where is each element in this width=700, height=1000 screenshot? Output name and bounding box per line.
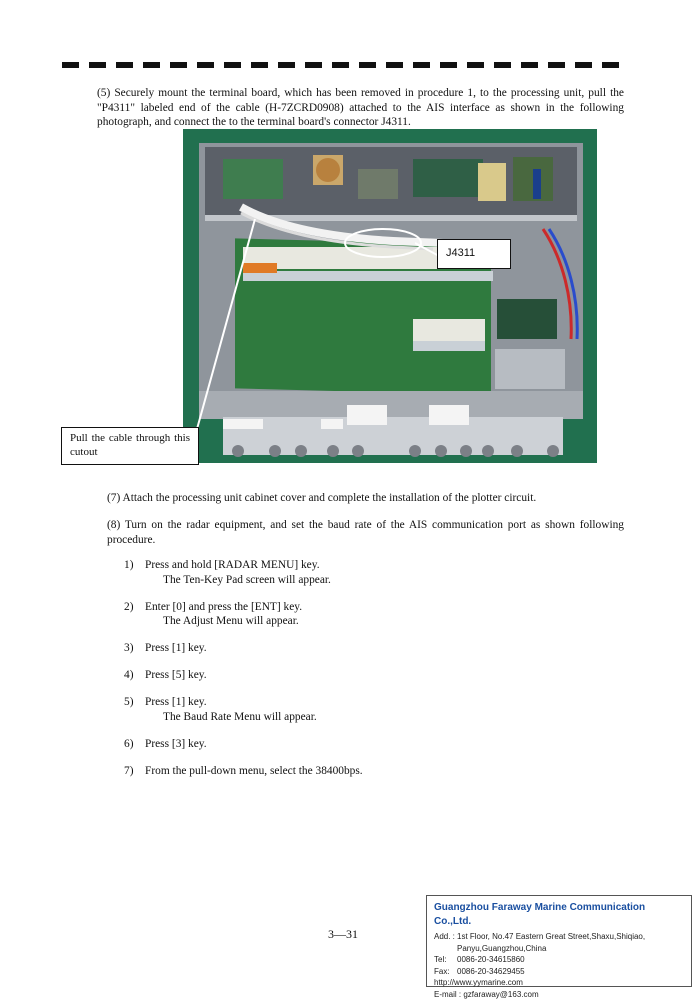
fax-row — [434, 966, 684, 978]
procedure-step — [124, 764, 604, 779]
procedure-step — [124, 600, 604, 629]
step-number: 3) — [124, 641, 134, 656]
address-line-2: Panyu,Guangzhou,China — [434, 943, 684, 955]
website-link[interactable]: http://www.yymarine.com — [434, 977, 684, 989]
company-name: Guangzhou Faraway Marine Communication Co.,Ltd. — [434, 901, 684, 929]
tel-row — [434, 954, 684, 966]
step-5-paragraph: (5) Securely mount the terminal board, which has been removed in procedure 1, to the processing unit, pull the "P4311" labeled end of the cable (H-7ZCRD0908) attached to the AIS interface as shown in the following photograph, and connect the to the terminal board's connector J4311. — [97, 86, 624, 130]
step-text: Press [3] key. — [145, 738, 207, 750]
cutout-callout: Pull the cable through this cutout — [61, 427, 199, 465]
step-result: The Baud Rate Menu will appear. — [145, 710, 604, 725]
connector-callout: J4311 — [437, 239, 511, 269]
step-number: 7) — [124, 764, 134, 779]
photo-illustration — [183, 129, 597, 463]
page-number: 3—31 — [328, 927, 358, 942]
fax-label: Fax: — [434, 966, 457, 978]
step-number: 1) — [124, 558, 134, 573]
step-text: Press and hold [RADAR MENU] key. — [145, 559, 320, 571]
step-8-paragraph: (8) Turn on the radar equipment, and set the baud rate of the AIS communication port as shown following procedure. — [107, 518, 624, 547]
email-link[interactable]: E-mail : gzfaraway@163.com — [434, 989, 684, 1000]
step-text: From the pull-down menu, select the 38400bps. — [145, 765, 363, 777]
step-text: Press [1] key. — [145, 642, 207, 654]
step-text: Enter [0] and press the [ENT] key. — [145, 601, 302, 613]
procedure-step — [124, 641, 604, 656]
tel-value: 0086-20-34615860 — [457, 954, 525, 966]
step-7-paragraph: (7) Attach the processing unit cabinet cover and complete the installation of the plotter circuit. — [107, 491, 624, 506]
procedure-step — [124, 668, 604, 683]
step-number: 2) — [124, 600, 134, 615]
procedure-step — [124, 737, 604, 752]
step-result: The Adjust Menu will appear. — [145, 614, 604, 629]
procedure-step — [124, 558, 604, 587]
header-dashed-rule — [62, 62, 628, 68]
terminal-board-photo — [183, 129, 597, 463]
step-number: 4) — [124, 668, 134, 683]
baud-rate-procedure — [124, 558, 604, 791]
step-result: The Ten-Key Pad screen will appear. — [145, 573, 604, 588]
step-text: Press [5] key. — [145, 669, 207, 681]
address-line-1: 1st Floor, No.47 Eastern Great Street,Shaxu,Shiqiao, — [457, 931, 645, 943]
address-row — [434, 931, 684, 943]
step-text: Press [1] key. — [145, 696, 207, 708]
tel-label: Tel: — [434, 954, 457, 966]
procedure-step — [124, 695, 604, 724]
step-number: 6) — [124, 737, 134, 752]
step-number: 5) — [124, 695, 134, 710]
address-label: Add. : — [434, 931, 457, 943]
fax-value: 0086-20-34629455 — [457, 966, 525, 978]
company-info-box — [426, 895, 692, 987]
